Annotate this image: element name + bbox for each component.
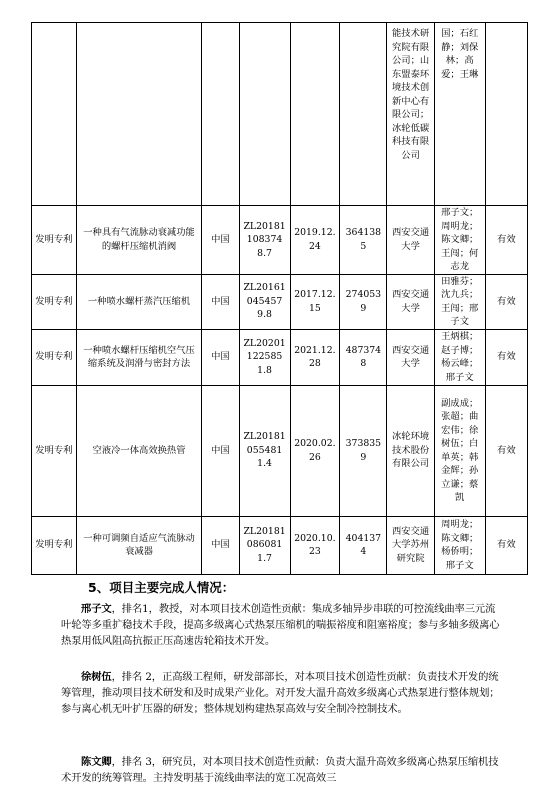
grant-date-cell: 2020.02.26 [290,385,340,516]
grant-date-cell: 2017.12.15 [290,274,340,329]
inventors-cell: 副成成；张超；曲宏伟；徐树伍；白单英；韩金辉；孙立谦；蔡凯 [434,385,485,516]
patent-table [31,22,528,575]
patent-number-cell: ZL201810860811.7 [239,516,290,574]
patent-name-cell: 一种喷水螺杆蒸汽压缩机 [76,274,202,329]
patent-type-cell: 发明专利 [32,206,77,275]
grant-date-cell: 2021.12.28 [290,329,340,385]
country-cell: 中国 [202,385,239,516]
person-description: ，排名 3，研究员，对本项目技术创造性贡献：负责大温升高效多级离心热泵压缩机技术开发的统筹管理。主持发明基于流线曲率法的宽工况高效三 [61,756,499,785]
patent-number-cell [239,23,290,206]
patent-name-cell [76,23,202,206]
status-cell [485,23,527,206]
person-entry [61,754,501,786]
table-row [32,206,528,275]
inventors-cell: 邢子文；周明龙；陈文卿；王闯；何志龙 [434,206,485,275]
patent-type-cell: 发明专利 [32,516,77,574]
owner-cell: 冰轮环境技术股份有限公司 [387,385,434,516]
country-cell: 中国 [202,274,239,329]
person-name: 徐树伍 [81,671,112,683]
certificate-number-cell: 4873748 [340,329,387,385]
country-cell: 中国 [202,206,239,275]
certificate-number-cell [340,23,387,206]
patent-type-cell: 发明专利 [32,385,77,516]
person-description: ，排名1，教授，对本项目技术创造性贡献：集成多轴异步串联的可控流线曲率三元流叶轮等多重扩稳技术手段，提高多级离心式热泵压缩机的喘振裕度和阻塞裕度；参与多轴多级离心热泵用低风阻高抗振正压高速齿轮箱技术开发。 [61,603,500,648]
person-name: 陈文卿 [81,756,112,768]
patent-name-cell: 一种可调频自适应气流脉动衰减器 [76,516,202,574]
person-name: 邢子文 [81,603,112,615]
inventors-cell: 国；石红静；刘保林；高爱；王琳 [434,23,485,206]
status-cell: 有效 [485,274,527,329]
patent-number-cell: ZL201811083748.7 [239,206,290,275]
certificate-number-cell: 2740539 [340,274,387,329]
person-entry [61,601,501,650]
patent-number-cell: ZL202011225851.8 [239,329,290,385]
table-row [32,385,528,516]
patent-type-cell: 发明专利 [32,329,77,385]
status-cell: 有效 [485,206,527,275]
inventors-cell: 王炳棋；赵子博；杨云峰；邢子文 [434,329,485,385]
patent-table-body [32,23,528,575]
table-row [32,516,528,574]
person-description: ，排名 2，正高级工程师，研发部部长，对本项目技术创造性贡献：负责技术开发的统筹管理，推动项目技术研发和及时成果产业化。对开发大温升高效多级离心式热泵进行整体规划；参与离心机无叶扩压器的研发；整体规划构建热泵高效与安全制冷控制技术。 [61,671,500,716]
owner-cell: 西安交通大学 [387,206,434,275]
country-cell [202,23,239,206]
table-row [32,23,528,206]
patent-number-cell: ZL201610454579.8 [239,274,290,329]
grant-date-cell [290,23,340,206]
inventors-cell: 周明龙；陈文卿；杨侨明；邢子文 [434,516,485,574]
country-cell: 中国 [202,329,239,385]
grant-date-cell: 2020.10.23 [290,516,340,574]
patent-name-cell: 一种具有气流脉动衰减功能的螺杆压缩机消阀 [76,206,202,275]
status-cell: 有效 [485,516,527,574]
status-cell: 有效 [485,385,527,516]
grant-date-cell: 2019.12.24 [290,206,340,275]
owner-cell: 西安交通大学 [387,274,434,329]
certificate-number-cell: 3738359 [340,385,387,516]
section-title: 5、项目主要完成人情况： [88,580,235,595]
table-row [32,274,528,329]
patent-number-cell: ZL201810554811.4 [239,385,290,516]
person-entry [61,669,501,718]
certificate-number-cell: 3641385 [340,206,387,275]
patent-name-cell: 一种喷水螺杆压缩机空气压缩系统及润滑与密封方法 [76,329,202,385]
status-cell: 有效 [485,329,527,385]
patent-name-cell: 空液冷一体高效换热管 [76,385,202,516]
certificate-number-cell: 4041374 [340,516,387,574]
owner-cell: 西安交通大学 [387,329,434,385]
patent-type-cell [32,23,77,206]
owner-cell: 西安交通大学苏州研究院 [387,516,434,574]
patent-type-cell: 发明专利 [32,274,77,329]
table-row [32,329,528,385]
owner-cell: 能技术研究院有限公司；山东盟泰环境技术创新中心有限公司；冰轮低碳科技有限公司 [387,23,434,206]
inventors-cell: 田雅芬；沈九兵；王闯；邢子文 [434,274,485,329]
country-cell: 中国 [202,516,239,574]
